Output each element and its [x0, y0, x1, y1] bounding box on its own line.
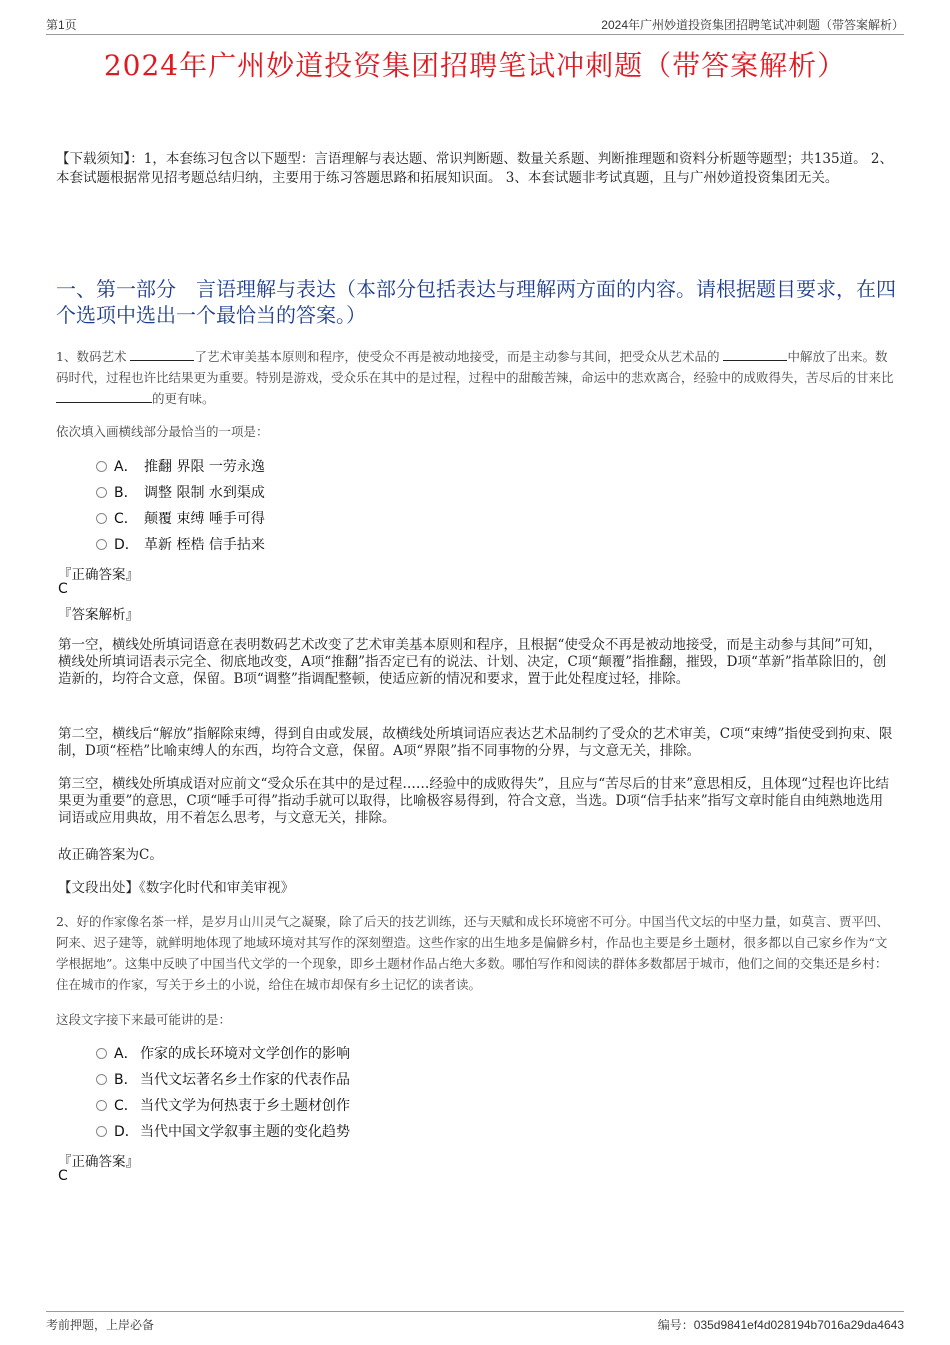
- page-number: 第1页: [46, 18, 77, 32]
- answer-label-1: 『正确答案』: [58, 567, 139, 583]
- page-header: [46, 14, 904, 35]
- answer-label-2: 『正确答案』: [58, 1154, 139, 1170]
- passage-source: 【文段出处】《数字化时代和审美审视》: [58, 880, 295, 896]
- footer-slogan: 考前押题，上岸必备: [46, 1318, 155, 1332]
- blank-2: [723, 348, 787, 361]
- radio-icon[interactable]: [96, 487, 107, 498]
- radio-icon[interactable]: [96, 513, 107, 524]
- footer-doc-id: 编号：035d9841ef4d028194b7016a29da4643: [657, 1318, 904, 1332]
- analysis-paragraph-1: 第一空，横线处所填词语意在表明数码艺术改变了艺术审美基本原则和程序，且根据“使受众不再是被动地接受，而是主动参与其间”可知，横线处所填词语表示完全、彻底地改变，A项“推翻”指否定已有的说法、计划、决定，C项“颠覆”指推翻，摧毁，D项“革新”指革除旧的，创造新的，均符合文意，保留。B项“调整”指调配整顿，使适应新的情况和要求，置于此处程度过轻，排除。: [58, 637, 887, 687]
- page-footer: [46, 1311, 904, 1334]
- blank-1: [130, 348, 194, 361]
- radio-icon[interactable]: [96, 1048, 107, 1059]
- answer-2: C: [58, 1168, 68, 1184]
- radio-icon[interactable]: [96, 539, 107, 550]
- radio-icon[interactable]: [96, 1100, 107, 1111]
- analysis-conclusion: 故正确答案为C。: [58, 847, 163, 863]
- document-title: 2024年广州妙道投资集团招聘笔试冲刺题（带答案解析）: [103, 49, 847, 82]
- header-doc-title: 2024年广州妙道投资集团招聘笔试冲刺题（带答案解析）: [601, 18, 904, 32]
- question-2-text: 2、好的作家像名茶一样，是岁月山川灵气之凝聚，除了后天的技艺训练，还与天赋和成长环境密不可分。中国当代文坛的中坚力量，如莫言、贾平凹、阿来、迟子建等，就鲜明地体现了地域环境对其写作的深刻塑造。这些作家的出生地多是偏僻乡村，作品也主要是乡土题材，很多都以自己家乡作为“文学根据地”。这集中反映了中国当代文学的一个现象，即乡土题材作品占绝大多数。哪怕写作和阅读的群体多数都居于城市，他们之间的交集还是乡村：住在城市的作家，写关于乡土的小说，给住在城市却保有乡土记忆的读者读。: [56, 914, 889, 992]
- analysis-paragraph-2: 第二空，横线后“解放”指解除束缚，得到自由或发展，故横线处所填词语应表达艺术品制约了受众的艺术审美，C项“束缚”指使受到拘束、限制，D项“桎梏”比喻束缚人的东西，均符合文意，保留。A项“界限”指不同事物的分界，与文意无关，排除。: [58, 726, 893, 759]
- question-2-prompt: 这段文字接下来最可能讲的是：: [56, 1012, 232, 1027]
- question-1-prompt: 依次填入画横线部分最恰当的一项是：: [56, 424, 269, 439]
- download-notice: 【下载须知】：1，本套练习包含以下题型：言语理解与表达题、常识判断题、数量关系题、判断推理题和资料分析题等题型；共135道。 2、本套试题根据常见招考题总结归纳，主要用于练习答题思路和拓展知识面。 3、本套试题非考试真题，且与广州妙道投资集团无关。: [56, 151, 893, 186]
- radio-icon[interactable]: [96, 1074, 107, 1085]
- analysis-paragraph-3: 第三空，横线处所填成语对应前文“受众乐在其中的是过程……经验中的成败得失”，且应与“苦尽后的甘来”意思相反，且体现“过程也许比结果更为重要”的意思，C项“唾手可得”指动手就可以取得，比喻极容易得到，符合文意，当选。D项“信手拈来”指写文章时能自由纯熟地选用词语或应用典故，用不着怎么思考，与文意无关，排除。: [58, 776, 890, 826]
- analysis-label-1: 『答案解析』: [58, 607, 139, 623]
- blank-3: [56, 390, 152, 403]
- radio-icon[interactable]: [96, 1126, 107, 1137]
- radio-icon[interactable]: [96, 461, 107, 472]
- answer-1: C: [58, 581, 68, 597]
- section-heading: 一、第一部分 言语理解与表达（本部分包括表达与理解两方面的内容。请根据题目要求，在四个选项中选出一个最恰当的答案。）: [56, 277, 896, 327]
- question-1-text: 1、数码艺术 了艺术审美基本原则和程序，使受众不再是被动地接受，而是主动参与其间，把受众从艺术品的 中解放了出来。数码时代，过程也许比结果更为重要。特别是游戏，受众乐在其中的是过程，过程中的甜酸苦辣，命运中的悲欢离合，经验中的成败得失，苦尽后的甘来比 的更有味。: [56, 349, 894, 406]
